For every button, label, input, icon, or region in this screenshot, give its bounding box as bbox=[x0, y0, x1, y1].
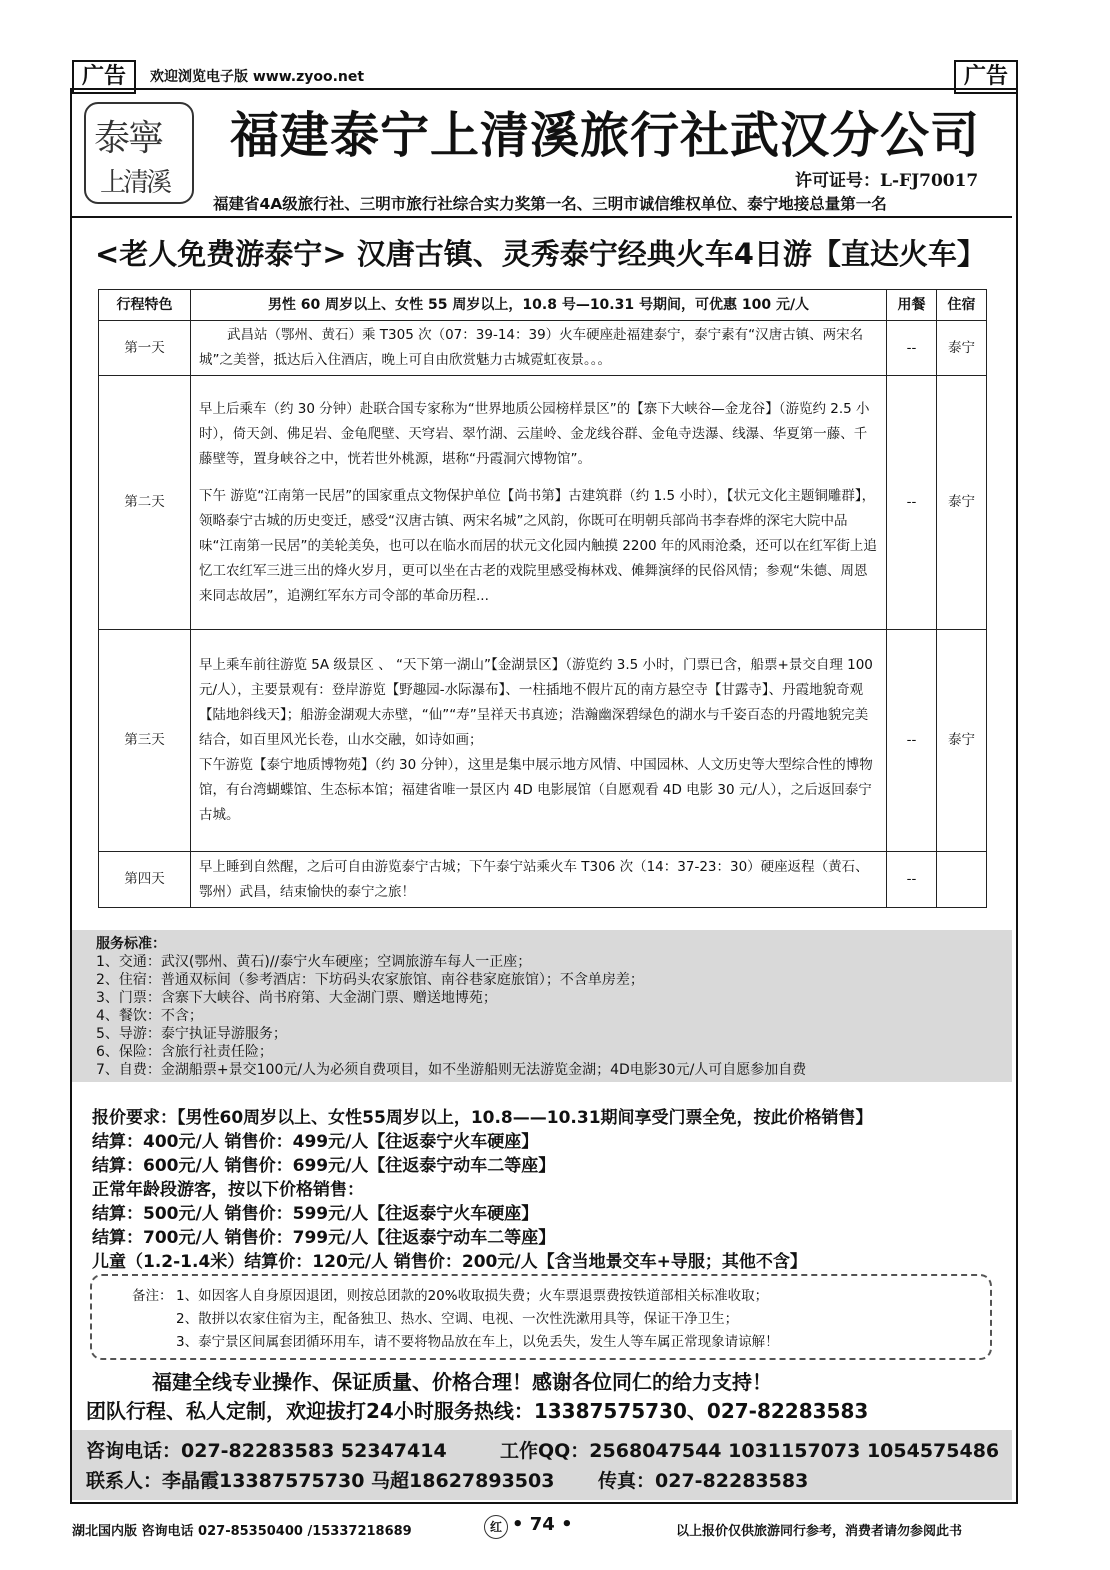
contact-phone: 咨询电话：027-82283583 52347414 bbox=[86, 1440, 447, 1462]
slogan: 福建全线专业操作、保证质量、价格合理！感谢各位同仁的给力支持！ bbox=[152, 1370, 772, 1394]
contact-qq: 工作QQ：2568047544 1031157073 1054575486 bbox=[500, 1440, 1000, 1462]
edition-badge: 红 bbox=[484, 1515, 508, 1539]
service-item: 4、餐饮：不含； bbox=[96, 1008, 203, 1024]
note-item: 3、泰宁景区间属套团循环用车，请不要将物品放在车上，以免丢失，发生人等车属正常现象请谅解！ bbox=[176, 1334, 779, 1350]
note-item: 1、如因客人自身原因退团，则按总团款的20%收取损失费；火车票退票费按铁道部相关标准收取； bbox=[176, 1288, 769, 1304]
table-row bbox=[99, 321, 987, 376]
table-row bbox=[99, 630, 987, 852]
header-stay: 住宿 bbox=[937, 290, 987, 321]
service-item: 6、保险：含旅行社责任险； bbox=[96, 1044, 273, 1060]
logo-line1: 泰寧 bbox=[94, 118, 163, 159]
price-requirement: 报价要求：【男性60周岁以上、女性55周岁以上，10.8——10.31期间享受门票全免，按此价格销售】 bbox=[92, 1108, 873, 1128]
day-label: 第一天 bbox=[99, 321, 191, 376]
footer-right: 以上报价仅供旅游同行参考，消费者请勿参阅此书 bbox=[676, 1524, 963, 1539]
note-item: 2、散拼以农家住宿为主，配备独卫、热水、空调、电视、一次性洗漱用具等，保证干净卫生； bbox=[176, 1311, 739, 1327]
day-label: 第二天 bbox=[99, 376, 191, 630]
price-child: 儿童（1.2-1.4米）结算价：120元/人 销售价：200元/人【含当地景交车+导服；其他不含】 bbox=[92, 1252, 807, 1272]
day-meal: -- bbox=[887, 376, 937, 630]
table-row bbox=[99, 376, 987, 630]
day-paragraph: 早上后乘车（约 30 分钟）赴联合国专家称为“世界地质公园榜样景区”的【寨下大峡谷—金龙谷】（游览约 2.5 小时），倚天剑、佛足岩、金龟爬壁、天穹岩、翠竹湖、云崖岭、金龙线谷群、金龟寺迭瀑、线瀑、华夏第一藤、千藤壁等，置身峡谷之中，恍若世外桃源，堪称“丹霞洞穴博物馆”。 bbox=[199, 400, 870, 467]
page-number: • 74 • bbox=[512, 1514, 573, 1535]
day-meal: -- bbox=[887, 852, 937, 908]
service-item: 7、自费：金湖船票+景交100元/人为必须自费项目，如不坐游船则无法游览金湖；4D电影30元/人可自愿参加自费 bbox=[96, 1062, 807, 1078]
day-label: 第四天 bbox=[99, 852, 191, 908]
price-line: 结算：400元/人 销售价：499元/人【往返泰宁火车硬座】 bbox=[92, 1132, 539, 1152]
day-stay: 泰宁 bbox=[937, 376, 987, 630]
notes-box bbox=[90, 1274, 992, 1360]
footer-left: 湖北国内版 咨询电话 027-85350400 /15337218689 bbox=[72, 1524, 412, 1539]
contact-person: 联系人：李晶霞13387575730 马超18627893503 bbox=[86, 1470, 555, 1492]
service-item: 5、导游：泰宁执证导游服务； bbox=[96, 1026, 287, 1042]
header-divider bbox=[72, 216, 1012, 218]
service-item: 1、交通：武汉(鄂州、黄石)//泰宁火车硬座；空调旅游车每人一正座； bbox=[96, 954, 532, 970]
welcome-text: 欢迎浏览电子版 www.zyoo.net bbox=[150, 69, 365, 85]
table-row bbox=[99, 852, 987, 908]
service-item: 3、门票：含寨下大峡谷、尚书府第、大金湖门票、赠送地博苑； bbox=[96, 990, 497, 1006]
price-line: 结算：500元/人 销售价：599元/人【往返泰宁火车硬座】 bbox=[92, 1204, 539, 1224]
itinerary-table bbox=[98, 289, 987, 908]
hotline: 团队行程、私人定制，欢迎拔打24小时服务热线：13387575730、027-82283583 bbox=[86, 1399, 869, 1423]
company-name: 福建泰宁上清溪旅行社武汉分公司 bbox=[230, 106, 981, 164]
tour-title: <老人免费游泰宁> 汉唐古镇、灵秀泰宁经典火车4日游【直达火车】 bbox=[95, 237, 986, 271]
day-paragraph: 武昌站（鄂州、黄石）乘 T305 次（07：39-14：39）火车硬座赴福建泰宁，泰宁素有“汉唐古镇、两宋名城”之美誉，抵达后入住酒店，晚上可自由欣赏魅力古城霓虹夜景。。。 bbox=[199, 327, 864, 368]
day-paragraph: 早上睡到自然醒，之后可自由游览泰宁古城；下午泰宁站乘火车 T306 次（14：37-23：30）硬座返程（黄石、鄂州）武昌，结束愉快的泰宁之旅！ bbox=[199, 858, 869, 900]
service-standards bbox=[72, 930, 1012, 1082]
day-description bbox=[191, 376, 887, 630]
header-offer: 男性 60 周岁以上、女性 55 周岁以上，10.8 号—10.31 号期间，可优惠 100 元/人 bbox=[191, 290, 887, 321]
header-feature: 行程特色 bbox=[99, 290, 191, 321]
day-label: 第三天 bbox=[99, 630, 191, 852]
notes-label: 备注： bbox=[132, 1288, 173, 1304]
company-honors: 福建省4A级旅行社、三明市旅行社综合实力奖第一名、三明市诚信维权单位、泰宁地接总量第一名 bbox=[213, 195, 887, 213]
service-item: 2、住宿：普通双标间（参考酒店：下坊码头农家旅馆、南谷巷家庭旅馆）；不含单房差； bbox=[96, 972, 644, 988]
day-stay: 泰宁 bbox=[937, 630, 987, 852]
price-line: 结算：600元/人 销售价：699元/人【往返泰宁动车二等座】 bbox=[92, 1156, 556, 1176]
day-meal: -- bbox=[887, 321, 937, 376]
service-title: 服务标准： bbox=[96, 936, 166, 952]
day-paragraph: 早上乘车前往游览 5A 级景区 、 “天下第一湖山”【金湖景区】（游览约 3.5 小时，门票已含，船票+景交自理 100 元/人），主要景观有：登岸游览【野趣园-水际瀑布】、一柱插地不假片瓦的南方悬空寺【甘露寺】、丹霞地貌奇观【陆地斜线天】；船游金湖观大赤壁，“仙”“寿”呈祥天书真迹；浩瀚幽深碧绿色的湖水与千姿百态的丹霞地貌完美结合，如百里风光长卷，山水交融，如诗如画； bbox=[199, 657, 873, 748]
contact-band bbox=[72, 1430, 1012, 1500]
day-paragraph: 下午游览【泰宁地质博物苑】（约 30 分钟），这里是集中展示地方风情、中国园林、人文历史等大型综合性的博物馆，有台湾蝴蝶馆、生态标本馆；福建省唯一景区内 4D 电影展馆（自愿观看 4D 电影 30 元/人），之后返回泰宁古城。 bbox=[199, 757, 873, 823]
ad-tag-right: 广告 bbox=[954, 60, 1018, 94]
company-logo bbox=[84, 102, 194, 204]
day-description bbox=[191, 630, 887, 852]
header-meal: 用餐 bbox=[887, 290, 937, 321]
ad-tag-left: 广告 bbox=[72, 60, 136, 94]
day-paragraph: 下午 游览“江南第一民居”的国家重点文物保护单位【尚书第】古建筑群（约 1.5 小时），【状元文化主题铜雕群】，领略泰宁古城的历史变迁，感受“汉唐古镇、两宋名城”之风韵，你既可在明朝兵部尚书李春烨的深宅大院中品味“江南第一民居”的美轮美奂，也可以在临水而居的状元文化园内触摸 2200 年的风雨沧桑，还可以在红军街上追忆工农红军三进三出的烽火岁月，更可以坐在古老的戏院里感受梅林戏、傩舞演绎的民俗风情；参观“朱德、周恩来同志故居”，追溯红军东方司令部的革命历程... bbox=[199, 487, 877, 604]
table-header-row bbox=[99, 290, 987, 321]
day-description bbox=[191, 852, 887, 908]
day-description bbox=[191, 321, 887, 376]
day-stay bbox=[937, 852, 987, 908]
price-subheading: 正常年龄段游客，按以下价格销售： bbox=[92, 1180, 364, 1200]
contact-fax: 传真：027-82283583 bbox=[598, 1470, 809, 1492]
price-line: 结算：700元/人 销售价：799元/人【往返泰宁动车二等座】 bbox=[92, 1228, 556, 1248]
logo-line2: 上清溪 bbox=[100, 168, 170, 198]
day-meal: -- bbox=[887, 630, 937, 852]
license-number: 许可证号：L-FJ70017 bbox=[795, 171, 979, 191]
day-stay: 泰宁 bbox=[937, 321, 987, 376]
